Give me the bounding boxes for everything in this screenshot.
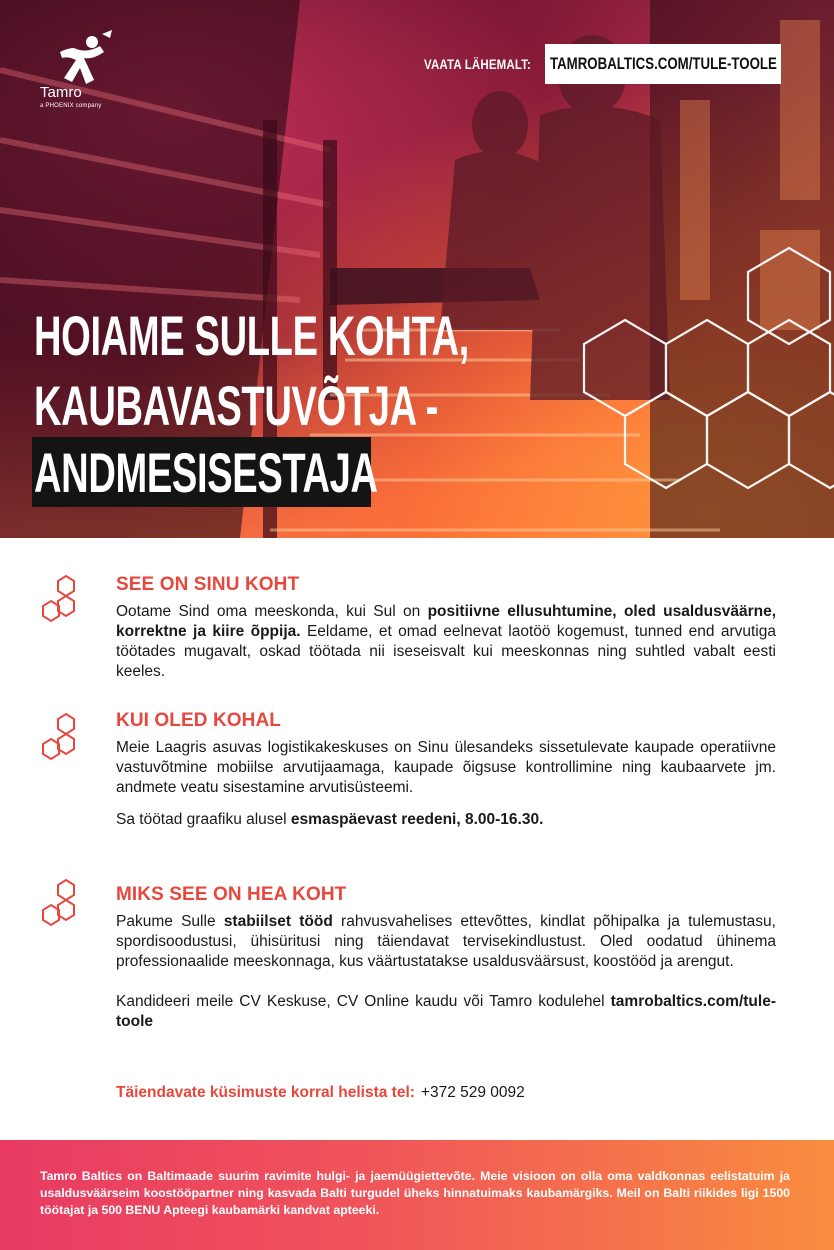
careers-url-link[interactable] — [545, 44, 781, 84]
section-title: SEE ON SINU KOHT — [116, 574, 300, 595]
hero-banner — [0, 0, 834, 538]
headline-line-3: ANDMESISESTAJA — [34, 441, 378, 504]
para-text: Sa töötad graafiku alusel — [116, 811, 291, 828]
hexagon-cluster-icon — [40, 878, 78, 928]
hexagon-cluster-icon — [40, 712, 78, 762]
careers-url-text: TAMROBALTICS.COM/TULE-TOOLE — [549, 54, 777, 73]
para-bold: esmaspäevast reedeni, 8.00-16.30. — [290, 811, 544, 828]
apply-link[interactable]: tamrobaltics.com/tule-toole — [116, 993, 776, 1030]
footer-text: Tamro Baltics on Baltimaade suurim ravimite hulgi- ja jaemüügiettevõte. Meie visioon on olla oma valdkonnas eelistatuim ja usaldusväärseim koostööpartner ning kasvada Balti turgudel üheks hinnatuimaks kaubamärgiks. Meil on Balti riikides ligi 1500 töötajat ja 500 BENU Apteegi kaubamärki kandvat apteeki. — [40, 1169, 790, 1217]
contact-line — [116, 1084, 525, 1102]
para-bold: stabiilset tööd — [223, 913, 333, 930]
apply-paragraph — [116, 992, 776, 1032]
brand-name: Tamro — [40, 84, 82, 101]
section-paragraph: Meie Laagris asuvas logistikakeskuses on Sinu ülesandeks sissetulevate kaupade operatiivne vastuvõtmine mobiilse arvutijaamaga, kaupade õigsuse kontrollimine ning kaubaarvete jm. andmete veatu sisestamine arvutisüsteemi. — [116, 739, 776, 796]
section-when-on-site — [116, 710, 776, 830]
para-bold: positiivne ellusuhtumine, oled usaldusväärne, korrektne ja kiire õppija. — [116, 603, 777, 640]
para-text: Ootame Sind oma meeskonda, kui Sul on — [116, 603, 428, 620]
section-title: KUI OLED KOHAL — [116, 710, 282, 731]
hexagon-cluster-icon — [40, 574, 78, 624]
schedule-paragraph — [116, 810, 776, 830]
para-text: Eeldame, et omad eelnevat laotöö kogemust, tunned end arvutiga töötades mugavalt, oskad töötada nii iseseisvalt kui meeskonnas ning suhtled vabalt eesti keeles. — [116, 623, 776, 680]
section-title: MIKS SEE ON HEA KOHT — [116, 884, 347, 905]
brand-tagline: a PHOENIX company — [40, 103, 102, 109]
section-paragraph — [116, 602, 776, 682]
para-text: Pakume Sulle — [116, 913, 224, 930]
headline-line-2: KAUBAVASTUVÕTJA - — [34, 374, 438, 437]
para-text: rahvusvahelises ettevõttes, kindlat põhipalka ja tulemustasu, spordisoodustusi, ühisüritusi ning täiendavat tervisekindlustust. Oled oodatud ühinema professionaalide meeskonnaga, kus väärtustatakse usaldusväärsust, koostööd ja arengut. — [116, 913, 776, 970]
contact-label: Täiendavate küsimuste korral helista tel: — [116, 1084, 415, 1101]
look-closer-label: VAATA LÄHEMALT: — [424, 56, 532, 72]
section-your-place — [116, 574, 776, 682]
footer-banner — [0, 1140, 834, 1250]
headline-line-1: HOIAME SULLE KOHTA, — [34, 304, 469, 367]
contact-phone[interactable]: +372 529 0092 — [420, 1084, 525, 1101]
para-text: Kandideeri meile CV Keskuse, CV Online kaudu või Tamro kodulehel — [116, 993, 611, 1010]
section-paragraph — [116, 912, 776, 972]
section-why-good — [116, 884, 776, 1032]
